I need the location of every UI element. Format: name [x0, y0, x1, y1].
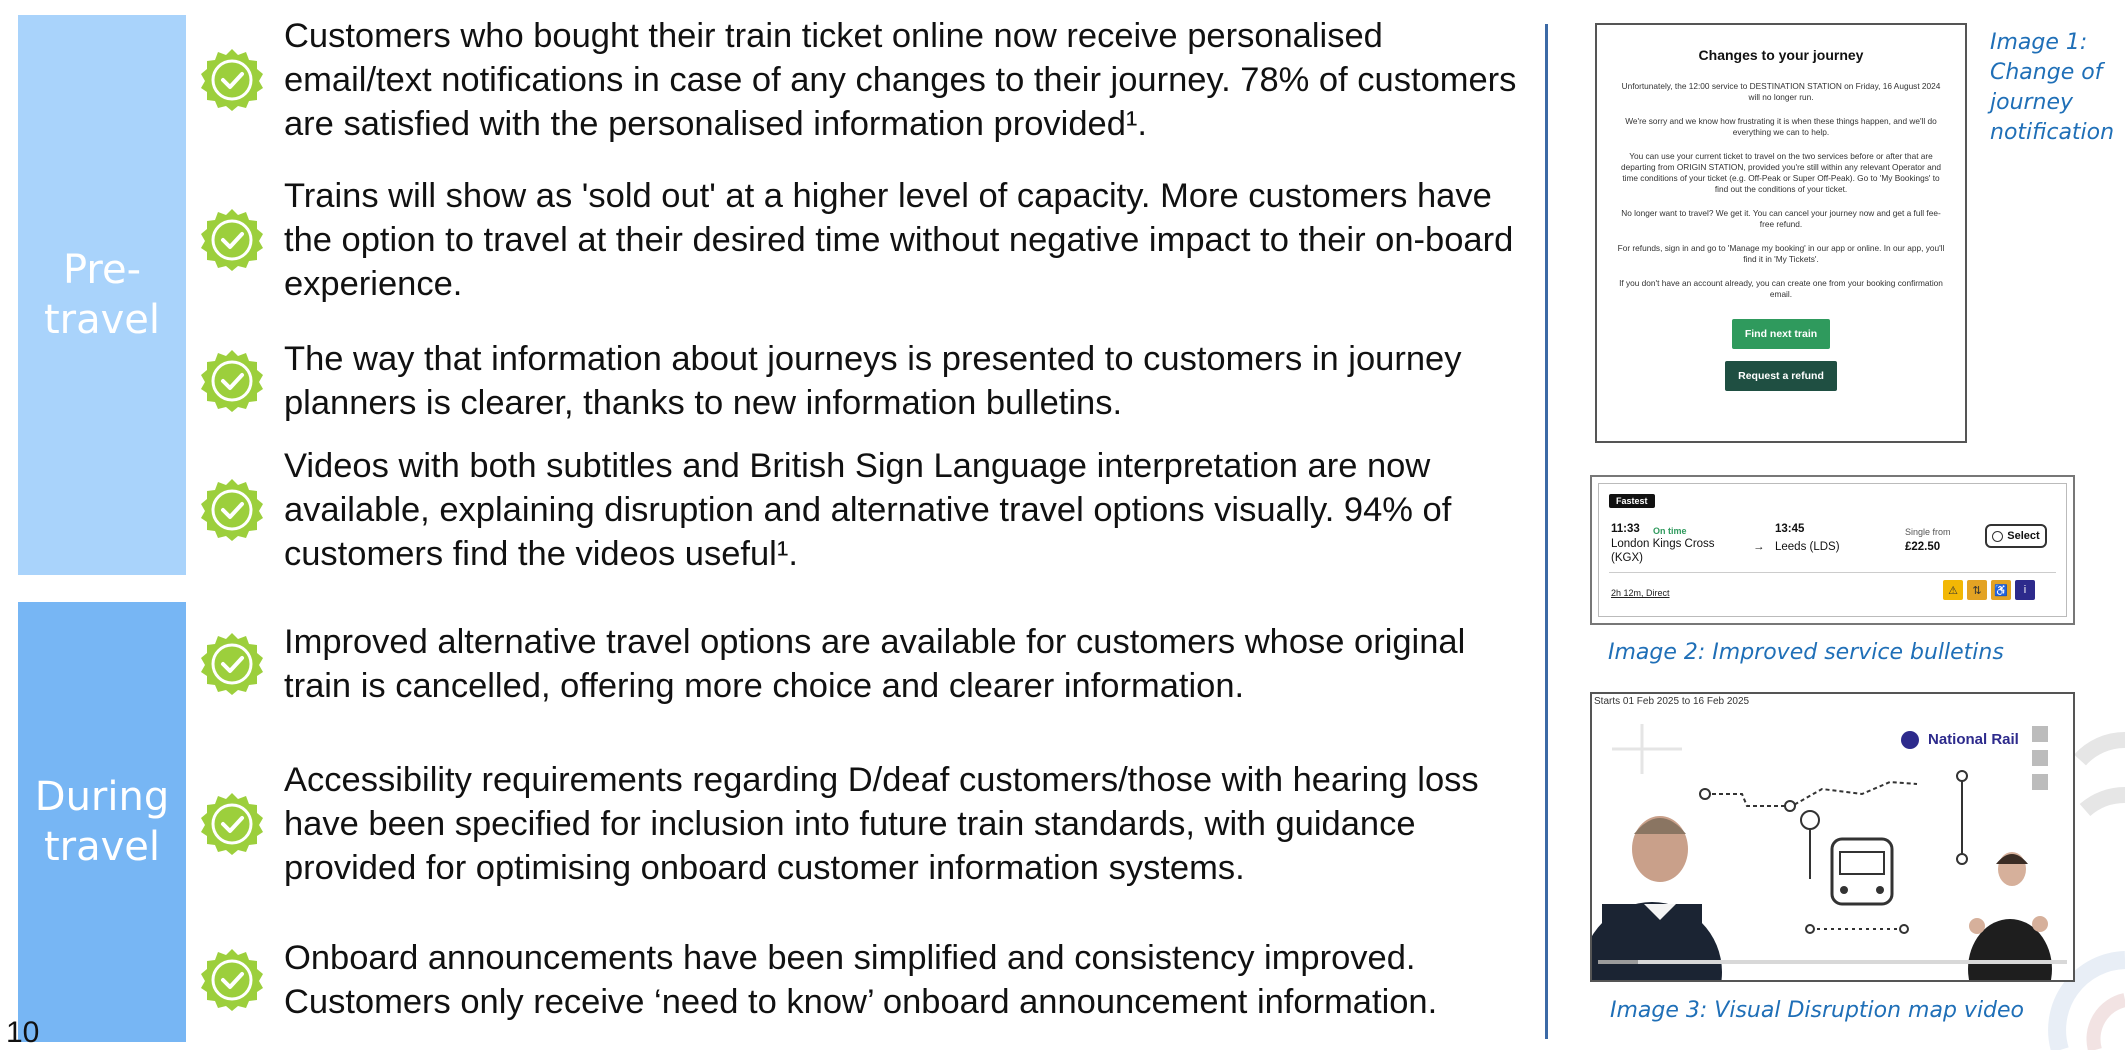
divider — [1545, 24, 1548, 1039]
pre-travel-label: Pre- travel — [43, 247, 161, 343]
warning-icon: ⚠ — [1943, 580, 1963, 600]
card-separator — [1609, 572, 2056, 573]
service-bulletin-card — [1590, 475, 2075, 625]
list-item — [200, 337, 1540, 425]
facilities-icon: ⇅ — [1967, 580, 1987, 600]
item-text: The way that information about journeys is presented to customers in journey planners is clearer, thanks to new information bulletins. — [284, 340, 1462, 422]
item-text: Trains will show as 'sold out' at a higher level of capacity. More customers have the option to travel at their desired time without negative impact to their on-board experience. — [284, 177, 1514, 303]
during-travel-label-block — [18, 602, 186, 1042]
find-next-train-button[interactable]: Find next train — [1732, 319, 1830, 349]
item-text: Videos with both subtitles and British Sign Language interpretation are now available, explaining disruption and alternative travel options visually. 94% of customers find the videos useful¹. — [284, 447, 1452, 573]
radio-icon — [1992, 531, 2003, 542]
item-text: Customers who bought their train ticket online now receive personalised email/text notifications in case of any changes to their journey. 78% of customers are satisfied with the personalised information provided¹. — [284, 17, 1517, 143]
item-text: Improved alternative travel options are available for customers whose original train is cancelled, offering more choice and clearer information. — [284, 623, 1466, 705]
journey-notification-email — [1595, 23, 1967, 443]
pre-travel-label-block — [18, 15, 186, 575]
item-text: Onboard announcements have been simplified and consistency improved. Customers only receive ‘need to know’ onboard announcement information. — [284, 939, 1438, 1021]
check-badge-icon — [200, 478, 264, 542]
request-refund-button[interactable]: Request a refund — [1725, 361, 1837, 391]
list-item — [200, 620, 1540, 708]
page-number: 10 — [6, 1016, 40, 1049]
select-button[interactable] — [1985, 524, 2047, 548]
accessibility-icon: ♿ — [1991, 580, 2011, 600]
check-badge-icon — [200, 349, 264, 413]
list-item — [200, 14, 1540, 146]
fare-label: Single from — [1905, 527, 1951, 537]
check-badge-icon — [200, 208, 264, 272]
email-paragraph: You can use your current ticket to travel on the two services before or after that are departing from ORIGIN STATION, provided you're still within any relevant Operator and time conditions of your ticket (e.g. Off-Peak or Super Off-Peak). Go to 'My Bookings' to find out the conditions of your ticket. — [1621, 151, 1941, 194]
arrival-time: 13:45 — [1775, 523, 1805, 535]
image2-caption: Image 2: Improved service bulletins — [1608, 640, 2004, 665]
fastest-tag: Fastest — [1609, 494, 1655, 508]
check-badge-icon — [200, 948, 264, 1012]
origin-station: London Kings Cross (KGX) — [1611, 538, 1715, 564]
email-paragraph: If you don't have an account already, you can create one from your booking confirmation email. — [1619, 278, 1943, 299]
email-paragraph: No longer want to travel? We get it. You can cancel your journey now and get a full fee-free refund. — [1621, 208, 1941, 229]
select-label: Select — [2007, 530, 2040, 542]
list-item — [200, 444, 1540, 576]
email-paragraph: We're sorry and we know how frustrating it is when these things happen, and we'll do everything we can to help. — [1625, 116, 1937, 137]
check-badge-icon — [200, 48, 264, 112]
national-rail-logo: National Rail — [1928, 731, 2019, 748]
departure-time: 11:33 — [1611, 523, 1640, 535]
journey-duration[interactable]: 2h 12m, Direct — [1611, 588, 1670, 598]
email-title: Changes to your journey — [1698, 47, 1864, 63]
email-paragraph: For refunds, sign in and go to 'Manage my booking' in our app or online. In our app, you'll find it in 'My Tickets'. — [1617, 243, 1945, 264]
video-dates: Starts 01 Feb 2025 to 16 Feb 2025 — [1594, 696, 1750, 707]
list-item — [200, 758, 1540, 890]
image1-caption: Image 1: Change of journey notification — [1990, 30, 2115, 145]
info-icon: i — [2015, 580, 2035, 600]
list-item — [200, 174, 1540, 306]
destination-station: Leeds (LDS) — [1775, 541, 1840, 553]
on-time-status: On time — [1653, 526, 1687, 536]
fare-price: £22.50 — [1905, 541, 1941, 553]
list-item — [200, 936, 1540, 1024]
check-badge-icon — [200, 632, 264, 696]
check-badge-icon — [200, 792, 264, 856]
during-travel-label: During travel — [34, 774, 170, 870]
arrow-icon: → — [1753, 541, 1765, 553]
email-paragraph: Unfortunately, the 12:00 service to DESTINATION STATION on Friday, 16 August 2024 will no longer run. — [1621, 81, 1941, 102]
image3-caption: Image 3: Visual Disruption map video — [1610, 998, 2025, 1023]
disruption-video-thumbnail[interactable] — [1590, 692, 2075, 982]
item-text: Accessibility requirements regarding D/deaf customers/those with hearing loss have been specified for inclusion into future train standards, with guidance provided for optimising onboard customer information systems. — [284, 761, 1479, 887]
